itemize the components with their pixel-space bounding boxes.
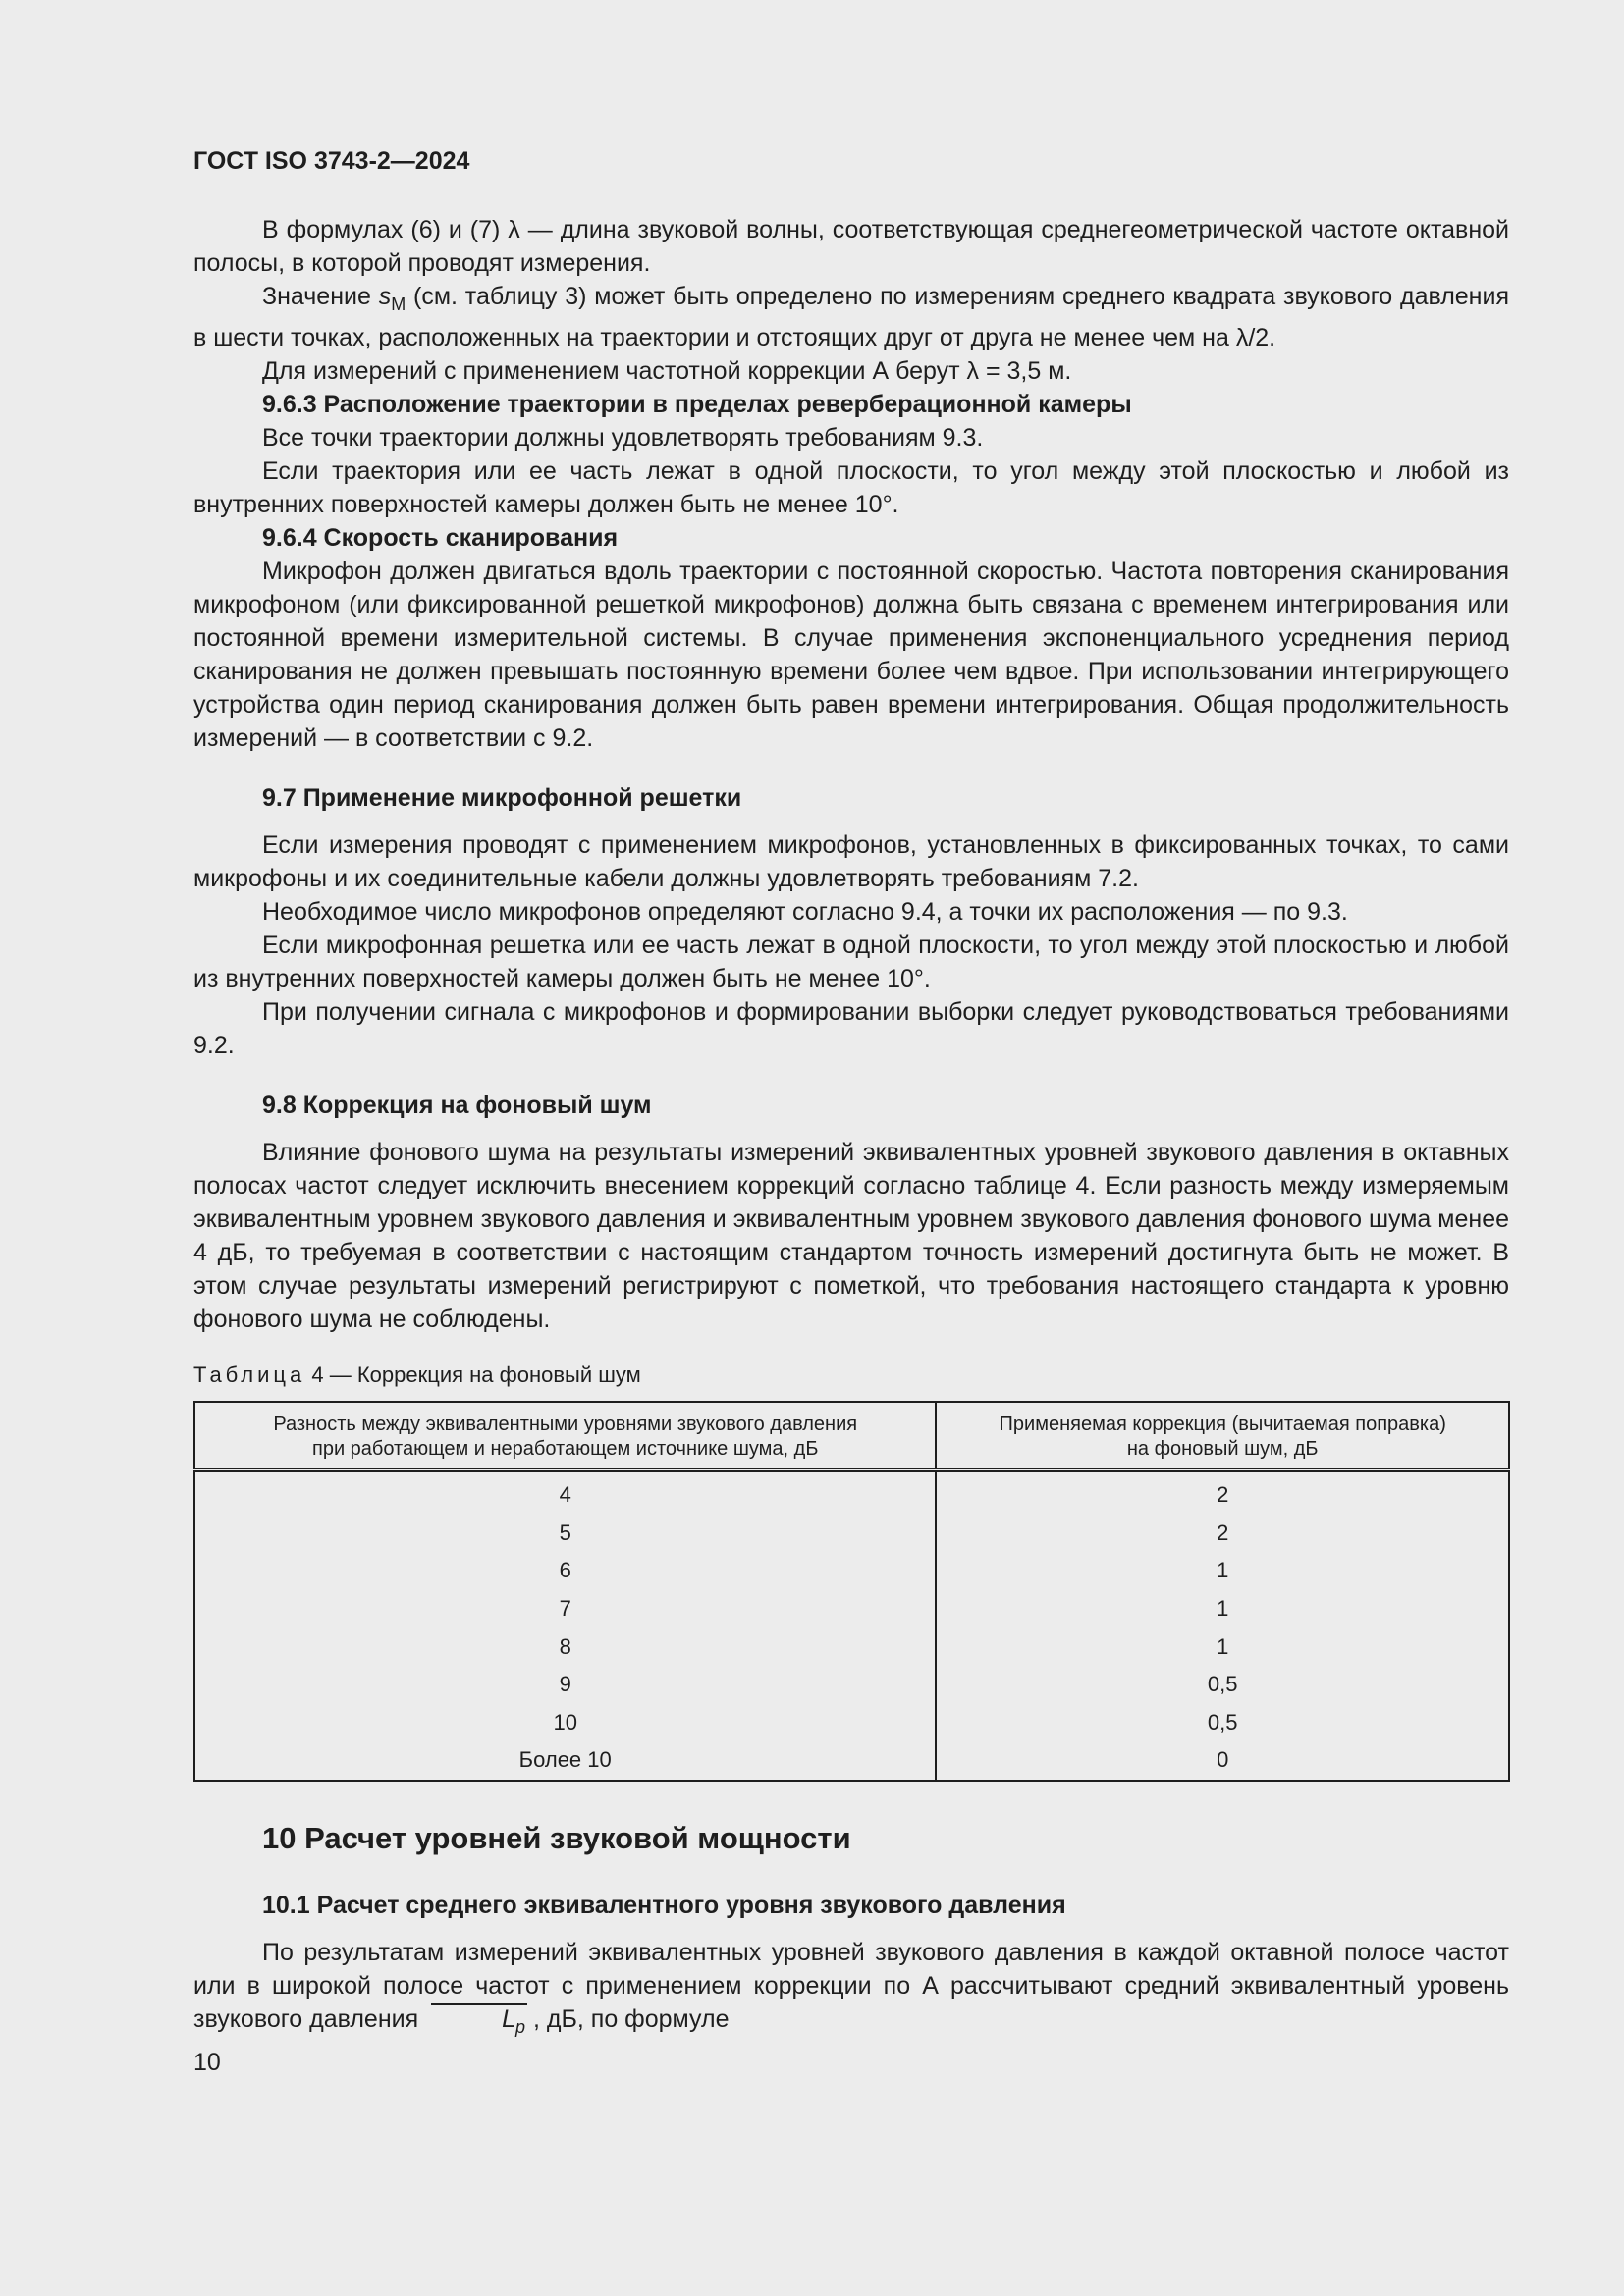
table-cell: 9 [194,1666,936,1704]
section-heading-9-8: 9.8 Коррекция на фоновый шум [262,1092,652,1119]
table-row [194,1628,1509,1666]
table-cell: 1 [1217,1558,1229,1583]
paragraph: Для измерений с применением частотной коррекции А берут λ = 3,5 м. [262,357,1072,385]
table-row [194,1741,1509,1781]
paragraph: Если микрофонная решетка или ее часть лежат в одной плоскости, то угол между этой плоскостью и любой из внутренних поверхностей камеры должен быть не менее 10°. [193,932,1509,992]
correction-table [193,1401,1510,1782]
table-cell: 8 [194,1628,936,1666]
page-number: 10 [193,2048,221,2076]
section-heading-10: 10 Расчет уровней звуковой мощности [262,1820,851,1855]
section-heading-10-1: 10.1 Расчет среднего эквивалентного уровня звукового давления [262,1891,1066,1919]
table-row [194,1470,1509,1515]
section-heading-9-6-3: 9.6.3 Расположение траектории в пределах реверберационной камеры [262,391,1132,418]
table-cell: 10 [194,1704,936,1742]
document-header: ГОСТ ISO 3743-2—2024 [193,147,470,175]
paragraph: По результатам измерений эквивалентных уровней звукового давления в каждой октавной полосе частот или в широкой полосе частот с применением коррекции по А рассчитывают средний эквивалентный уровень звукового давления $L_p$ , дБ, по формуле [193,1936,1509,2041]
table-cell: 0,5 [1207,1709,1238,1735]
table-row [194,1590,1509,1629]
table-row [194,1704,1509,1742]
table-row [194,1515,1509,1553]
table-cell: 1 [1217,1596,1229,1622]
table-header-correction: Применяемая коррекция (вычитаемая поправка) на фоновый шум, дБ [999,1414,1446,1460]
table-row [194,1666,1509,1704]
table-cell: 4 [194,1470,936,1515]
table-cell: 0,5 [1207,1672,1238,1697]
paragraph: Если измерения проводят с применением микрофонов, установленных в фиксированных точках, то сами микрофоны и их соединительные кабели должны удовлетворять требованиям 7.2. [193,831,1509,892]
table-cell: Более 10 [194,1741,936,1781]
paragraph: Микрофон должен двигаться вдоль траектории с постоянной скоростью. Частота повторения сканирования микрофоном (или фиксированной решеткой микрофонов) должна быть связана с временем интегрирования или постоянной времени измерительной системы. В случае применения экспоненциального усреднения период сканирования не должен превышать постоянную времени более чем вдвое. При использовании интегрирующего устройства один период сканирования должен быть равен времени интегрирования. Общая продолжительность измерений — в соответствии с 9.2. [193,558,1509,752]
table-cell: 2 [1217,1520,1229,1545]
paragraph: Если траектория или ее часть лежат в одной плоскости, то угол между этой плоскостью и любой из внутренних поверхностей камеры должен быть не менее 10°. [193,457,1509,518]
table-cell: 2 [1217,1482,1229,1508]
table-cell: 5 [194,1515,936,1553]
table-cell: 1 [1217,1633,1229,1659]
paragraph: Необходимое число микрофонов определяют согласно 9.4, а точки их расположения — по 9.3. [262,898,1348,926]
paragraph: В формулах (6) и (7) λ — длина звуковой волны, соответствующая среднегеометрической частоте октавной полосы, в которой проводят измерения. [193,216,1509,277]
document-page [193,147,1509,2077]
table-cell: 6 [194,1552,936,1590]
table-caption: Таблица 4 — Коррекция на фоновый шум [193,1362,641,1387]
table-cell: 0 [1217,1747,1229,1773]
paragraph: При получении сигнала с микрофонов и формировании выборки следует руководствоваться требованиями 9.2. [193,998,1509,1059]
table-cell: 7 [194,1590,936,1629]
table-header-difference: Разность между эквивалентными уровнями звукового давления при работающем и неработающем источнике шума, дБ [194,1402,936,1470]
mean-level-symbol: $L_p$ [431,2003,527,2041]
section-heading-9-7: 9.7 Применение микрофонной решетки [262,784,742,812]
paragraph: Значение $s_M$ (см. таблицу 3) может быть определено по измерениям среднего квадрата звукового давления в шести точках, расположенных на траектории и отстоящих друг от друга не менее чем на λ/2. [193,283,1509,351]
paragraph: Все точки траектории должны удовлетворять требованиям 9.3. [262,424,984,452]
section-heading-9-6-4: 9.6.4 Скорость сканирования [262,524,619,552]
paragraph: Влияние фонового шума на результаты измерений эквивалентных уровней звукового давления в октавных полосах частот следует исключить внесением коррекций согласно таблице 4. Если разность между измеряемым эквивалентным уровнем звукового давления и эквивалентным уровнем звукового давления фонового шума менее 4 дБ, то требуемая в соответствии с настоящим стандартом точность измерений достигнута быть не может. В этом случае результаты измерений регистрируют с пометкой, что требования настоящего стандарта к уровню фонового шума не соблюдены. [193,1139,1509,1333]
table-row [194,1552,1509,1590]
